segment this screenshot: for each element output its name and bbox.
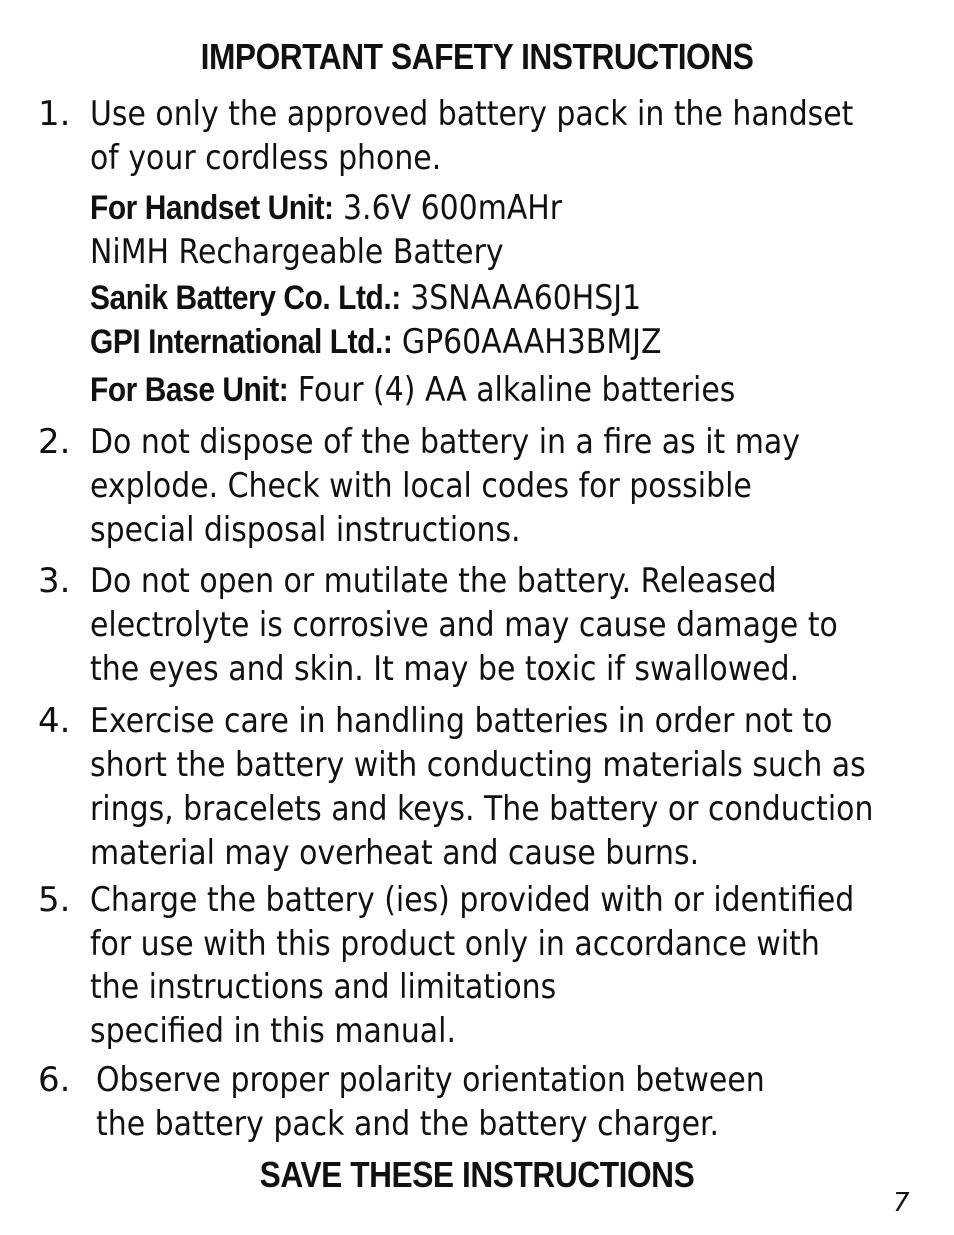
- item-text-line: Use only the approved battery pack in the handset: [90, 94, 854, 134]
- item-text-line: Observe proper polarity orientation between: [96, 1060, 765, 1100]
- spec-battery-type: [90, 230, 504, 274]
- item-text-line: Charge the battery (ies) provided with or identified: [90, 880, 855, 920]
- item-text-line: of your cordless phone.: [90, 138, 442, 178]
- item-text-line: short the battery with conducting materials such as: [90, 745, 866, 785]
- spec-value: 3.6V 600mAHr: [333, 188, 563, 228]
- item-text-line: specified in this manual.: [90, 1011, 456, 1051]
- spec-label: For Base Unit:: [90, 371, 289, 409]
- item-text-line: explode. Check with local codes for possible: [90, 466, 752, 506]
- item-text-line: rings, bracelets and keys. The battery or conduction: [90, 789, 874, 829]
- item-text-line: Do not dispose of the battery in a fire as it may: [90, 422, 800, 462]
- item-number: 3.: [38, 561, 71, 601]
- spec-sanik-battery: [90, 276, 641, 320]
- spec-label: For Handset Unit:: [90, 189, 334, 227]
- item-text-line: special disposal instructions.: [90, 510, 521, 550]
- item-text-line: Exercise care in handling batteries in order not to: [90, 701, 833, 741]
- item-number: 4.: [38, 701, 71, 741]
- page-title: IMPORTANT SAFETY INSTRUCTIONS: [200, 36, 754, 77]
- save-instructions-heading: SAVE THESE INSTRUCTIONS: [259, 1154, 695, 1195]
- item-text-line: for use with this product only in accordance with: [90, 924, 820, 964]
- spec-label: GPI International Ltd.:: [90, 323, 393, 361]
- item-text-line: the instructions and limitations: [90, 967, 557, 1007]
- spec-label: Sanik Battery Co. Ltd.:: [90, 279, 401, 317]
- item-number: 6.: [38, 1060, 71, 1100]
- item-text-line: the battery pack and the battery charger.: [96, 1104, 720, 1144]
- item-text-line: Do not open or mutilate the battery. Released: [90, 561, 777, 601]
- item-number: 5.: [38, 880, 71, 920]
- spec-handset-unit: [90, 186, 562, 230]
- spec-base-unit: [90, 368, 735, 412]
- spec-value: GP60AAAH3BMJZ: [392, 322, 662, 362]
- item-text-line: electrolyte is corrosive and may cause damage to: [90, 605, 838, 645]
- page-number: 7: [893, 1188, 910, 1218]
- spec-gpi-international: [90, 320, 661, 364]
- spec-value: NiMH Rechargeable Battery: [90, 232, 504, 272]
- spec-value: Four (4) AA alkaline batteries: [288, 370, 736, 410]
- item-text-line: material may overheat and cause burns.: [90, 833, 700, 873]
- item-number: 1.: [38, 94, 71, 134]
- spec-value: 3SNAAA60HSJ1: [400, 278, 642, 318]
- item-number: 2.: [38, 422, 71, 462]
- item-text-line: the eyes and skin. It may be toxic if swallowed.: [90, 649, 800, 689]
